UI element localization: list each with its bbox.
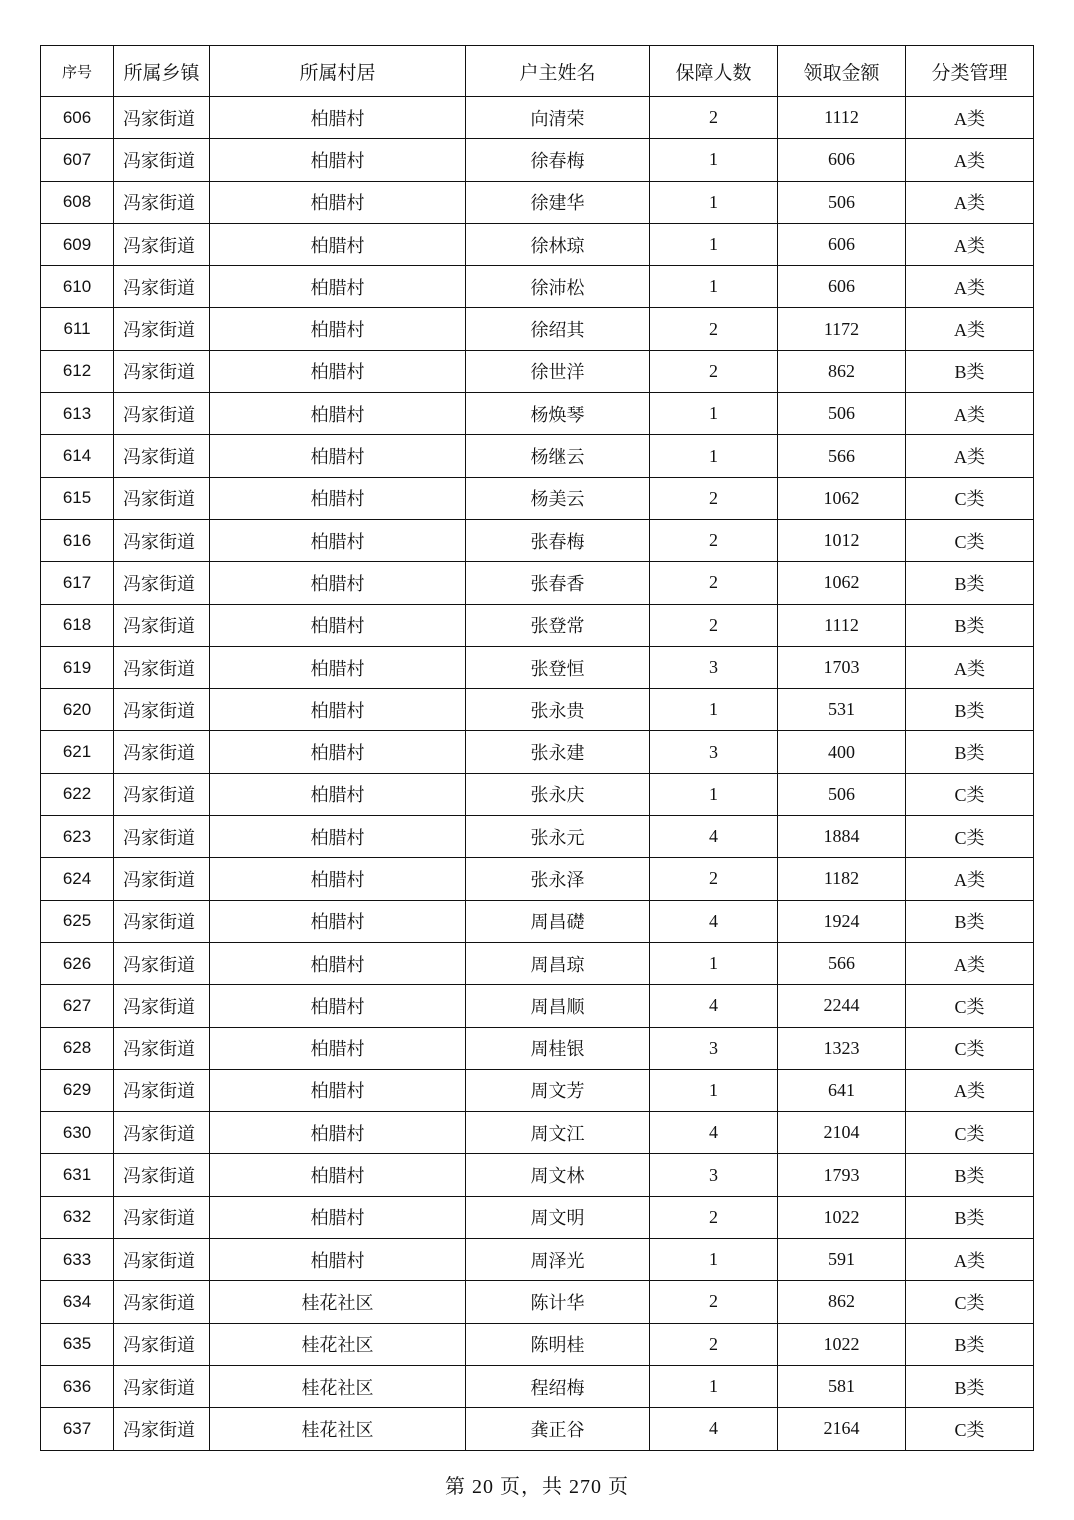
cell-category: B类 xyxy=(906,604,1034,646)
cell-covered-persons: 2 xyxy=(650,477,778,519)
table-row xyxy=(41,97,1034,139)
cell-householder: 徐林琼 xyxy=(466,223,650,265)
cell-seq: 632 xyxy=(41,1196,114,1238)
cell-covered-persons: 1 xyxy=(650,435,778,477)
cell-householder: 向清荣 xyxy=(466,97,650,139)
cell-amount: 1793 xyxy=(778,1154,906,1196)
cell-village: 柏腊村 xyxy=(210,308,466,350)
cell-town: 冯家街道 xyxy=(114,1154,210,1196)
cell-town: 冯家街道 xyxy=(114,393,210,435)
cell-covered-persons: 3 xyxy=(650,1027,778,1069)
cell-category: B类 xyxy=(906,1323,1034,1365)
cell-town: 冯家街道 xyxy=(114,266,210,308)
table-body xyxy=(41,97,1034,1451)
table-row xyxy=(41,435,1034,477)
cell-seq: 619 xyxy=(41,646,114,688)
cell-seq: 614 xyxy=(41,435,114,477)
cell-town: 冯家街道 xyxy=(114,97,210,139)
cell-amount: 862 xyxy=(778,1281,906,1323)
cell-covered-persons: 2 xyxy=(650,858,778,900)
cell-seq: 612 xyxy=(41,350,114,392)
cell-town: 冯家街道 xyxy=(114,1196,210,1238)
cell-seq: 620 xyxy=(41,689,114,731)
table-row xyxy=(41,1069,1034,1111)
cell-village: 柏腊村 xyxy=(210,773,466,815)
cell-category: B类 xyxy=(906,731,1034,773)
table-row xyxy=(41,900,1034,942)
table-row xyxy=(41,477,1034,519)
cell-amount: 506 xyxy=(778,773,906,815)
cell-covered-persons: 1 xyxy=(650,942,778,984)
cell-village: 柏腊村 xyxy=(210,816,466,858)
cell-covered-persons: 2 xyxy=(650,604,778,646)
cell-village: 柏腊村 xyxy=(210,393,466,435)
cell-category: B类 xyxy=(906,900,1034,942)
cell-village: 柏腊村 xyxy=(210,900,466,942)
cell-category: C类 xyxy=(906,985,1034,1027)
cell-town: 冯家街道 xyxy=(114,773,210,815)
cell-village: 柏腊村 xyxy=(210,985,466,1027)
cell-category: A类 xyxy=(906,139,1034,181)
table-row xyxy=(41,393,1034,435)
cell-householder: 徐世洋 xyxy=(466,350,650,392)
cell-covered-persons: 3 xyxy=(650,1154,778,1196)
cell-covered-persons: 1 xyxy=(650,223,778,265)
cell-householder: 周文林 xyxy=(466,1154,650,1196)
table-row xyxy=(41,181,1034,223)
cell-village: 柏腊村 xyxy=(210,223,466,265)
cell-category: A类 xyxy=(906,97,1034,139)
cell-seq: 627 xyxy=(41,985,114,1027)
cell-village: 柏腊村 xyxy=(210,266,466,308)
cell-covered-persons: 2 xyxy=(650,562,778,604)
cell-town: 冯家街道 xyxy=(114,900,210,942)
cell-town: 冯家街道 xyxy=(114,731,210,773)
cell-amount: 1022 xyxy=(778,1196,906,1238)
header-householder: 户主姓名 xyxy=(466,46,650,97)
cell-covered-persons: 1 xyxy=(650,266,778,308)
cell-amount: 506 xyxy=(778,393,906,435)
cell-town: 冯家街道 xyxy=(114,181,210,223)
cell-village: 柏腊村 xyxy=(210,731,466,773)
table-row xyxy=(41,350,1034,392)
cell-village: 柏腊村 xyxy=(210,858,466,900)
cell-amount: 606 xyxy=(778,223,906,265)
cell-town: 冯家街道 xyxy=(114,1408,210,1450)
cell-amount: 1924 xyxy=(778,900,906,942)
cell-category: A类 xyxy=(906,646,1034,688)
cell-householder: 周泽光 xyxy=(466,1239,650,1281)
cell-category: C类 xyxy=(906,816,1034,858)
cell-category: A类 xyxy=(906,858,1034,900)
table-row xyxy=(41,1323,1034,1365)
cell-seq: 621 xyxy=(41,731,114,773)
cell-seq: 635 xyxy=(41,1323,114,1365)
table-row xyxy=(41,773,1034,815)
cell-seq: 624 xyxy=(41,858,114,900)
header-row xyxy=(41,46,1034,97)
cell-householder: 龚正谷 xyxy=(466,1408,650,1450)
cell-village: 柏腊村 xyxy=(210,942,466,984)
cell-seq: 623 xyxy=(41,816,114,858)
cell-covered-persons: 2 xyxy=(650,1196,778,1238)
cell-seq: 617 xyxy=(41,562,114,604)
header-town: 所属乡镇 xyxy=(114,46,210,97)
cell-town: 冯家街道 xyxy=(114,985,210,1027)
cell-amount: 591 xyxy=(778,1239,906,1281)
cell-covered-persons: 2 xyxy=(650,350,778,392)
cell-covered-persons: 1 xyxy=(650,1069,778,1111)
cell-seq: 636 xyxy=(41,1365,114,1407)
cell-householder: 周文江 xyxy=(466,1112,650,1154)
cell-town: 冯家街道 xyxy=(114,350,210,392)
table-row xyxy=(41,604,1034,646)
cell-amount: 641 xyxy=(778,1069,906,1111)
cell-covered-persons: 3 xyxy=(650,646,778,688)
cell-town: 冯家街道 xyxy=(114,1323,210,1365)
cell-householder: 杨美云 xyxy=(466,477,650,519)
cell-village: 柏腊村 xyxy=(210,477,466,519)
cell-town: 冯家街道 xyxy=(114,646,210,688)
cell-amount: 566 xyxy=(778,435,906,477)
cell-householder: 周文明 xyxy=(466,1196,650,1238)
table-row xyxy=(41,1365,1034,1407)
header-seq: 序号 xyxy=(41,46,114,97)
cell-covered-persons: 3 xyxy=(650,731,778,773)
cell-covered-persons: 1 xyxy=(650,773,778,815)
cell-town: 冯家街道 xyxy=(114,1112,210,1154)
cell-category: B类 xyxy=(906,562,1034,604)
cell-village: 桂花社区 xyxy=(210,1281,466,1323)
cell-town: 冯家街道 xyxy=(114,223,210,265)
cell-town: 冯家街道 xyxy=(114,689,210,731)
table-row xyxy=(41,1239,1034,1281)
cell-amount: 581 xyxy=(778,1365,906,1407)
cell-seq: 631 xyxy=(41,1154,114,1196)
cell-householder: 徐春梅 xyxy=(466,139,650,181)
cell-seq: 607 xyxy=(41,139,114,181)
cell-householder: 张永建 xyxy=(466,731,650,773)
cell-householder: 张永庆 xyxy=(466,773,650,815)
cell-village: 柏腊村 xyxy=(210,604,466,646)
cell-covered-persons: 1 xyxy=(650,393,778,435)
table-row xyxy=(41,816,1034,858)
table-row xyxy=(41,1196,1034,1238)
cell-category: A类 xyxy=(906,223,1034,265)
cell-covered-persons: 4 xyxy=(650,1408,778,1450)
cell-village: 柏腊村 xyxy=(210,646,466,688)
cell-category: B类 xyxy=(906,689,1034,731)
table-row xyxy=(41,731,1034,773)
table-row xyxy=(41,1112,1034,1154)
cell-amount: 2244 xyxy=(778,985,906,1027)
cell-town: 冯家街道 xyxy=(114,604,210,646)
cell-seq: 630 xyxy=(41,1112,114,1154)
cell-seq: 618 xyxy=(41,604,114,646)
cell-town: 冯家街道 xyxy=(114,308,210,350)
cell-amount: 1172 xyxy=(778,308,906,350)
cell-seq: 628 xyxy=(41,1027,114,1069)
cell-category: B类 xyxy=(906,1365,1034,1407)
cell-amount: 531 xyxy=(778,689,906,731)
cell-village: 柏腊村 xyxy=(210,689,466,731)
cell-town: 冯家街道 xyxy=(114,435,210,477)
cell-householder: 周文芳 xyxy=(466,1069,650,1111)
page-number-footer: 第 20 页，共 270 页 xyxy=(445,1476,629,1498)
cell-amount: 566 xyxy=(778,942,906,984)
table-row xyxy=(41,562,1034,604)
cell-amount: 1703 xyxy=(778,646,906,688)
cell-seq: 616 xyxy=(41,519,114,561)
cell-covered-persons: 4 xyxy=(650,1112,778,1154)
cell-seq: 622 xyxy=(41,773,114,815)
cell-householder: 张登常 xyxy=(466,604,650,646)
cell-covered-persons: 2 xyxy=(650,519,778,561)
cell-village: 柏腊村 xyxy=(210,519,466,561)
header-covered-persons: 保障人数 xyxy=(650,46,778,97)
table-row xyxy=(41,139,1034,181)
cell-village: 桂花社区 xyxy=(210,1365,466,1407)
cell-amount: 1112 xyxy=(778,604,906,646)
cell-seq: 606 xyxy=(41,97,114,139)
cell-amount: 506 xyxy=(778,181,906,223)
cell-seq: 625 xyxy=(41,900,114,942)
cell-town: 冯家街道 xyxy=(114,139,210,181)
table-row xyxy=(41,1027,1034,1069)
cell-town: 冯家街道 xyxy=(114,477,210,519)
cell-town: 冯家街道 xyxy=(114,1239,210,1281)
cell-town: 冯家街道 xyxy=(114,1281,210,1323)
cell-seq: 613 xyxy=(41,393,114,435)
cell-village: 柏腊村 xyxy=(210,1069,466,1111)
cell-householder: 周昌顺 xyxy=(466,985,650,1027)
cell-amount: 1112 xyxy=(778,97,906,139)
cell-householder: 徐建华 xyxy=(466,181,650,223)
assistance-roster-table xyxy=(40,45,1034,1451)
cell-village: 柏腊村 xyxy=(210,139,466,181)
cell-town: 冯家街道 xyxy=(114,816,210,858)
cell-seq: 634 xyxy=(41,1281,114,1323)
cell-covered-persons: 4 xyxy=(650,900,778,942)
cell-village: 柏腊村 xyxy=(210,1239,466,1281)
cell-amount: 606 xyxy=(778,266,906,308)
cell-village: 柏腊村 xyxy=(210,181,466,223)
cell-town: 冯家街道 xyxy=(114,519,210,561)
cell-covered-persons: 1 xyxy=(650,139,778,181)
cell-seq: 609 xyxy=(41,223,114,265)
cell-town: 冯家街道 xyxy=(114,1069,210,1111)
cell-category: B类 xyxy=(906,350,1034,392)
cell-category: A类 xyxy=(906,266,1034,308)
cell-covered-persons: 2 xyxy=(650,97,778,139)
cell-covered-persons: 4 xyxy=(650,816,778,858)
cell-covered-persons: 2 xyxy=(650,1323,778,1365)
cell-village: 柏腊村 xyxy=(210,1154,466,1196)
cell-category: C类 xyxy=(906,773,1034,815)
cell-amount: 1062 xyxy=(778,477,906,519)
cell-village: 柏腊村 xyxy=(210,1112,466,1154)
cell-amount: 1012 xyxy=(778,519,906,561)
cell-covered-persons: 2 xyxy=(650,308,778,350)
cell-village: 桂花社区 xyxy=(210,1323,466,1365)
cell-householder: 杨继云 xyxy=(466,435,650,477)
cell-category: A类 xyxy=(906,435,1034,477)
cell-category: A类 xyxy=(906,308,1034,350)
cell-town: 冯家街道 xyxy=(114,1365,210,1407)
cell-category: A类 xyxy=(906,1239,1034,1281)
cell-householder: 张登恒 xyxy=(466,646,650,688)
cell-category: C类 xyxy=(906,1408,1034,1450)
cell-seq: 629 xyxy=(41,1069,114,1111)
cell-amount: 2104 xyxy=(778,1112,906,1154)
cell-householder: 徐沛松 xyxy=(466,266,650,308)
cell-seq: 626 xyxy=(41,942,114,984)
cell-town: 冯家街道 xyxy=(114,562,210,604)
cell-householder: 陈计华 xyxy=(466,1281,650,1323)
cell-category: A类 xyxy=(906,1069,1034,1111)
table-row xyxy=(41,519,1034,561)
cell-town: 冯家街道 xyxy=(114,942,210,984)
cell-category: C类 xyxy=(906,477,1034,519)
cell-village: 桂花社区 xyxy=(210,1408,466,1450)
table-row xyxy=(41,985,1034,1027)
cell-householder: 周昌礎 xyxy=(466,900,650,942)
cell-amount: 1323 xyxy=(778,1027,906,1069)
table-row xyxy=(41,646,1034,688)
cell-householder: 张春梅 xyxy=(466,519,650,561)
cell-householder: 周昌琼 xyxy=(466,942,650,984)
cell-town: 冯家街道 xyxy=(114,1027,210,1069)
cell-category: A类 xyxy=(906,181,1034,223)
cell-covered-persons: 1 xyxy=(650,181,778,223)
table-row xyxy=(41,223,1034,265)
header-village: 所属村居 xyxy=(210,46,466,97)
table-row xyxy=(41,689,1034,731)
cell-householder: 程绍梅 xyxy=(466,1365,650,1407)
cell-seq: 637 xyxy=(41,1408,114,1450)
cell-covered-persons: 1 xyxy=(650,1365,778,1407)
cell-village: 柏腊村 xyxy=(210,350,466,392)
cell-category: C类 xyxy=(906,1281,1034,1323)
cell-amount: 606 xyxy=(778,139,906,181)
cell-householder: 张永贵 xyxy=(466,689,650,731)
cell-village: 柏腊村 xyxy=(210,1196,466,1238)
cell-covered-persons: 2 xyxy=(650,1281,778,1323)
cell-householder: 杨焕琴 xyxy=(466,393,650,435)
cell-amount: 1022 xyxy=(778,1323,906,1365)
cell-seq: 615 xyxy=(41,477,114,519)
cell-amount: 862 xyxy=(778,350,906,392)
cell-category: C类 xyxy=(906,1027,1034,1069)
cell-seq: 633 xyxy=(41,1239,114,1281)
cell-amount: 1884 xyxy=(778,816,906,858)
table-row xyxy=(41,858,1034,900)
table-row xyxy=(41,1408,1034,1450)
cell-householder: 陈明桂 xyxy=(466,1323,650,1365)
cell-covered-persons: 1 xyxy=(650,689,778,731)
cell-category: B类 xyxy=(906,1196,1034,1238)
cell-seq: 611 xyxy=(41,308,114,350)
cell-householder: 张永泽 xyxy=(466,858,650,900)
cell-seq: 610 xyxy=(41,266,114,308)
cell-category: C类 xyxy=(906,519,1034,561)
cell-category: A类 xyxy=(906,393,1034,435)
cell-village: 柏腊村 xyxy=(210,1027,466,1069)
table-row xyxy=(41,1154,1034,1196)
cell-category: A类 xyxy=(906,942,1034,984)
cell-covered-persons: 1 xyxy=(650,1239,778,1281)
header-category: 分类管理 xyxy=(906,46,1034,97)
cell-amount: 400 xyxy=(778,731,906,773)
cell-town: 冯家街道 xyxy=(114,858,210,900)
cell-householder: 张永元 xyxy=(466,816,650,858)
cell-amount: 1182 xyxy=(778,858,906,900)
cell-village: 柏腊村 xyxy=(210,562,466,604)
cell-amount: 2164 xyxy=(778,1408,906,1450)
cell-householder: 周桂银 xyxy=(466,1027,650,1069)
cell-seq: 608 xyxy=(41,181,114,223)
cell-householder: 张春香 xyxy=(466,562,650,604)
cell-covered-persons: 4 xyxy=(650,985,778,1027)
table-row xyxy=(41,1281,1034,1323)
table-row xyxy=(41,266,1034,308)
cell-category: B类 xyxy=(906,1154,1034,1196)
header-amount: 领取金额 xyxy=(778,46,906,97)
table-row xyxy=(41,308,1034,350)
cell-village: 柏腊村 xyxy=(210,435,466,477)
cell-amount: 1062 xyxy=(778,562,906,604)
cell-householder: 徐绍其 xyxy=(466,308,650,350)
cell-category: C类 xyxy=(906,1112,1034,1154)
cell-village: 柏腊村 xyxy=(210,97,466,139)
table-row xyxy=(41,942,1034,984)
table-header xyxy=(41,46,1034,97)
